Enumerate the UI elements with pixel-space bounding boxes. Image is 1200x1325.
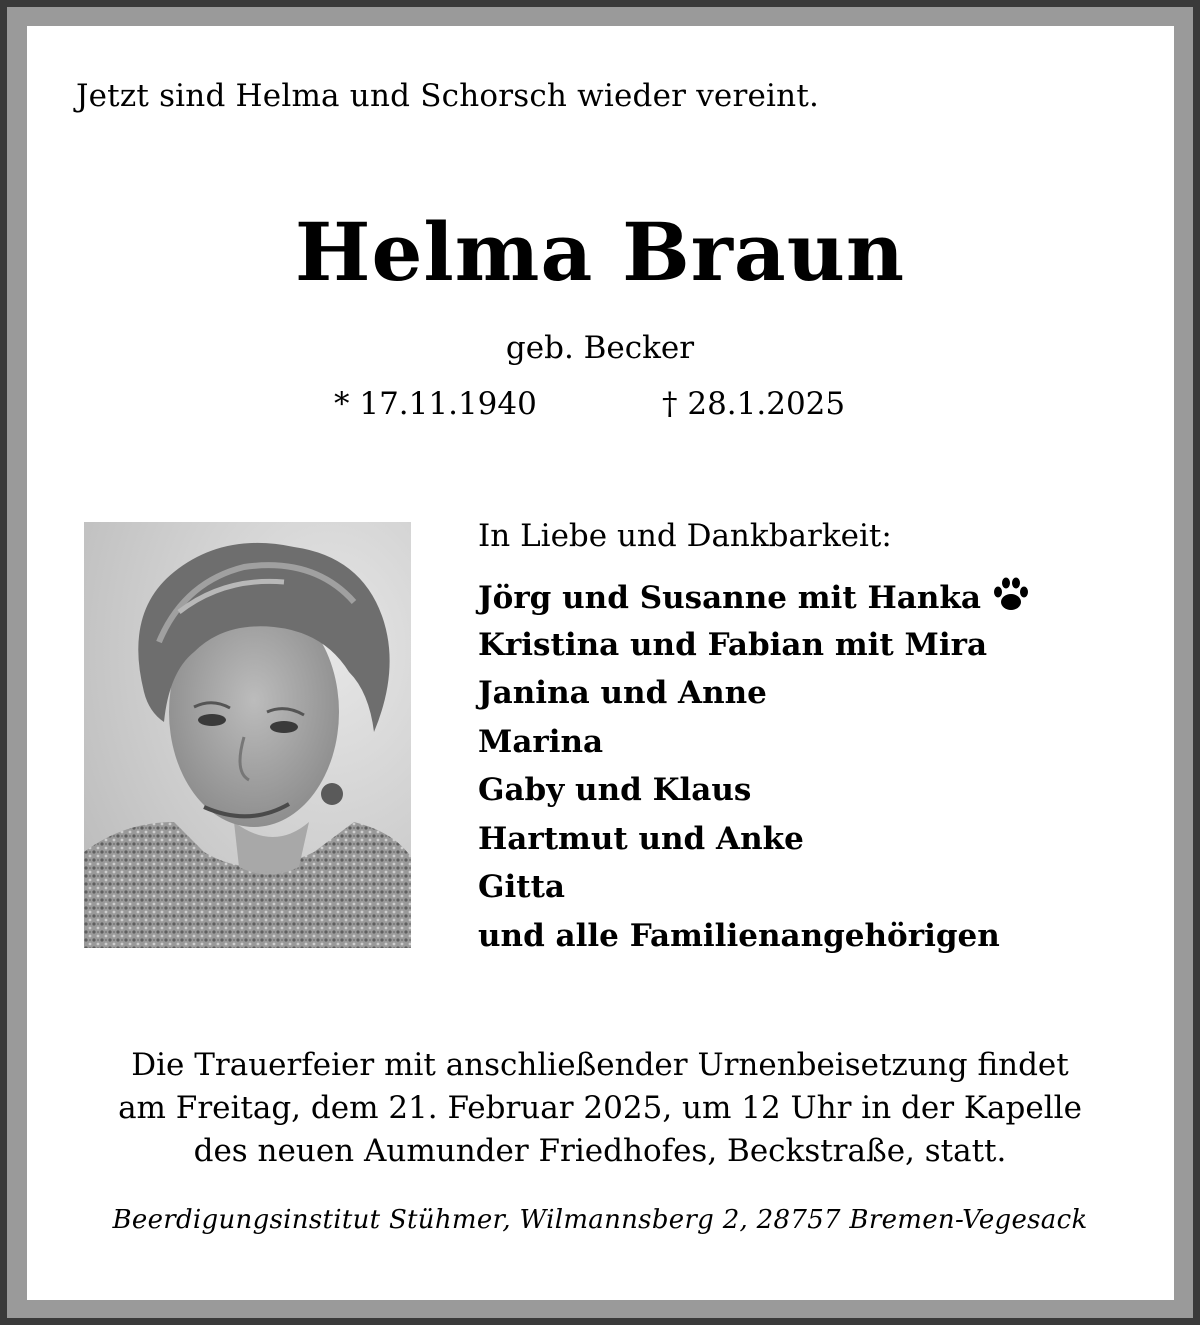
ceremony-line: des neuen Aumunder Friedhofes, Beckstraße, statt. (193, 1133, 1007, 1169)
mourner-entry: Kristina und Fabian mit Mira (478, 626, 988, 663)
mourner-entry: Marina (478, 723, 604, 760)
mourner-entry: Janina und Anne (478, 675, 767, 711)
mourner-entry: Hartmut und Anke (478, 820, 804, 857)
motto-text: Jetzt sind Helma und Schorsch wieder vereint. (76, 78, 820, 114)
portrait-photo-drawing (84, 522, 411, 948)
ceremony-line: Die Trauerfeier mit anschließender Urnenbeisetzung findet (131, 1047, 1069, 1083)
mourner-entry: und alle Familienangehörigen (478, 917, 1000, 954)
paw-print-icon (991, 574, 1031, 614)
mourners-list (478, 574, 1031, 962)
deceased-name: Helma Braun (294, 205, 906, 299)
undertaker-address: Beerdigungsinstitut Stühmer, Wilmannsberg 2, 28757 Bremen-Vegesack (112, 1205, 1088, 1235)
thanks-heading: In Liebe und Dankbarkeit: (478, 518, 892, 554)
birth-date: * 17.11.1940 (334, 386, 537, 422)
ceremony-info (60, 1044, 1140, 1173)
mourner-entry: Gitta (478, 869, 565, 905)
mourner-entry: Gaby und Klaus (478, 772, 752, 808)
maiden-name: geb. Becker (505, 330, 695, 366)
mourner-entry: Jörg und Susanne mit Hanka (478, 574, 1031, 623)
death-date: † 28.1.2025 (662, 386, 846, 422)
ceremony-line: am Freitag, dem 21. Februar 2025, um 12 Uhr in der Kapelle (118, 1090, 1082, 1126)
portrait-photo (84, 522, 411, 948)
